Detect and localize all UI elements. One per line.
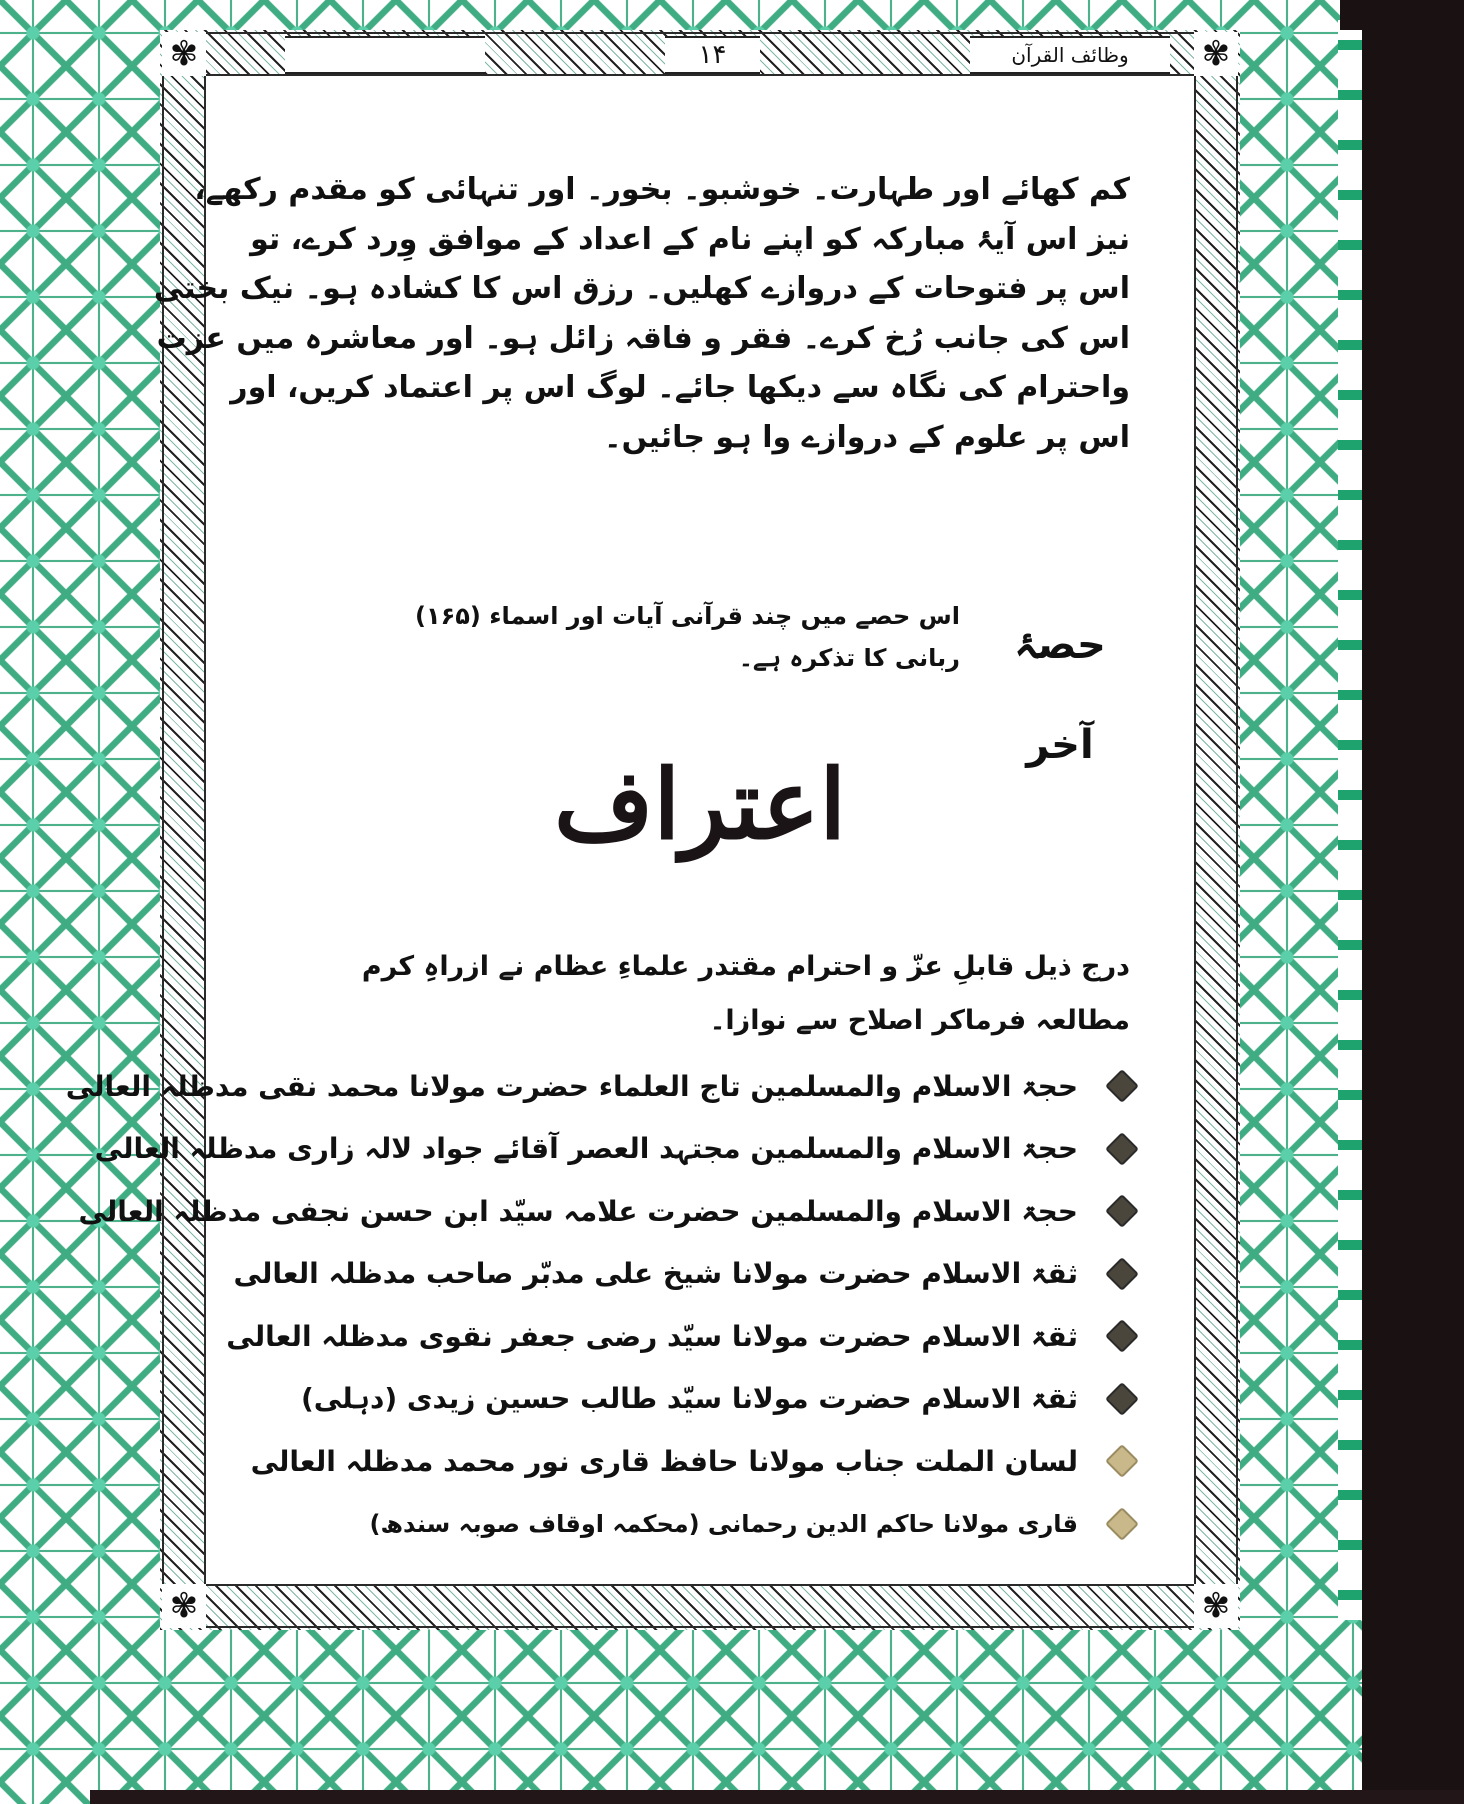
list-item: [226, 1305, 1140, 1368]
list-item: [260, 1493, 1140, 1556]
diamond-bullet-icon: [1105, 1257, 1139, 1291]
header-blank-box: [285, 36, 485, 74]
list-item: [260, 1368, 1140, 1431]
body-line: کم کھائے اور طہارت۔ خوشبو۔ بخور۔ اور تنہائی کو مقدم رکھے،: [194, 172, 1130, 207]
acknowledgement-heading: اعتراف: [553, 748, 847, 861]
diamond-bullet-icon: [1105, 1132, 1139, 1166]
scholar-name: قاری مولانا حاکم الدین رحمانی (محکمہ اوقاف صوبہ سندھ): [369, 1509, 1078, 1538]
scholar-name: حجۃ الاسلام والمسلمین حضرت علامہ سیّد ابن حسن نجفی مدظلہ العالی: [78, 1194, 1078, 1228]
scholar-name: ثقۃ الاسلام حضرت مولانا سیّد طالب حسین زیدی (دہلی): [301, 1382, 1078, 1416]
body-line: واحترام کی نگاہ سے دیکھا جائے۔ لوگ اس پر اعتماد کریں، اور: [230, 370, 1130, 405]
scholars-list: [65, 1055, 1140, 1555]
flower-ornament-icon: ✾: [162, 32, 206, 76]
section-line: ربانی کا تذکرہ ہے۔: [738, 644, 960, 672]
scholar-name: لسان الملت جناب مولانا حافظ قاری نور محمد مدظلہ العالی: [250, 1444, 1078, 1478]
scholar-name: حجۃ الاسلام والمسلمین مجتہد العصر آقائے جواد لالہ زاری مدظلہ العالی: [94, 1132, 1078, 1166]
dark-surface-right: [1362, 0, 1464, 1804]
scholar-name: حجۃ الاسلام والمسلمین تاج العلماء حضرت مولانا محمد نقی مدظلہ العالی: [65, 1069, 1078, 1103]
page-edge-stack: [1338, 20, 1362, 1620]
diamond-bullet-icon: [1105, 1194, 1139, 1228]
body-line: اس پر فتوحات کے دروازے کھلیں۔ رزق اس کا کشادہ ہو۔ نیک بختی: [153, 271, 1130, 306]
book-page: [65, 30, 1240, 1630]
body-line: نیز اس آیۂ مبارکہ کو اپنے نام کے اعداد کے موافق وِرد کرے، تو: [250, 221, 1130, 257]
list-item: [250, 1430, 1140, 1493]
section-note: [270, 595, 1130, 768]
scholar-name: ثقۃ الاسلام حضرت مولانا شیخ علی مدبّر صاحب مدظلہ العالی: [233, 1257, 1078, 1291]
body-line: اس پر علوم کے دروازے وا ہو جائیں۔: [603, 419, 1130, 455]
list-item: [233, 1243, 1140, 1306]
body-line: اس کی جانب رُخ کرے۔ فقر و فاقہ زائل ہو۔ اور معاشرہ میں عزت: [156, 320, 1130, 356]
scholar-name: ثقۃ الاسلام حضرت مولانا سیّد رضی جعفر نقوی مدظلہ العالی: [226, 1319, 1078, 1353]
diamond-bullet-icon: [1105, 1319, 1139, 1353]
diamond-bullet-icon: [1105, 1507, 1139, 1541]
dark-surface-top-right: [1340, 0, 1464, 30]
dark-surface-bottom: [90, 1790, 1464, 1804]
section-description: [270, 595, 960, 679]
list-item: [94, 1118, 1140, 1181]
running-title: وظائف القرآن: [970, 36, 1170, 74]
intro-line: درج ذیل قابلِ عزّ و احترام مقتدر علماءِ عظام نے ازراہِ کرم: [361, 951, 1130, 982]
acknowledgement-intro: [270, 940, 1130, 1048]
list-item: [65, 1055, 1140, 1118]
body-paragraph: [153, 165, 1130, 462]
page-number: ۱۴: [665, 36, 760, 74]
diamond-bullet-icon: [1105, 1382, 1139, 1416]
list-item: [78, 1180, 1140, 1243]
flower-ornament-icon: ✾: [1194, 32, 1238, 76]
intro-line: مطالعہ فرماکر اصلاح سے نوازا۔: [709, 1005, 1130, 1036]
diamond-bullet-icon: [1105, 1069, 1139, 1103]
diamond-bullet-icon: [1105, 1444, 1139, 1478]
section-line: اس حصے میں چند قرآنی آیات اور اسماء (۱۶۵): [415, 602, 960, 630]
flower-ornament-icon: ✾: [1194, 1584, 1238, 1628]
flower-ornament-icon: ✾: [162, 1584, 206, 1628]
section-title: حصۂ آخر: [1014, 622, 1106, 768]
